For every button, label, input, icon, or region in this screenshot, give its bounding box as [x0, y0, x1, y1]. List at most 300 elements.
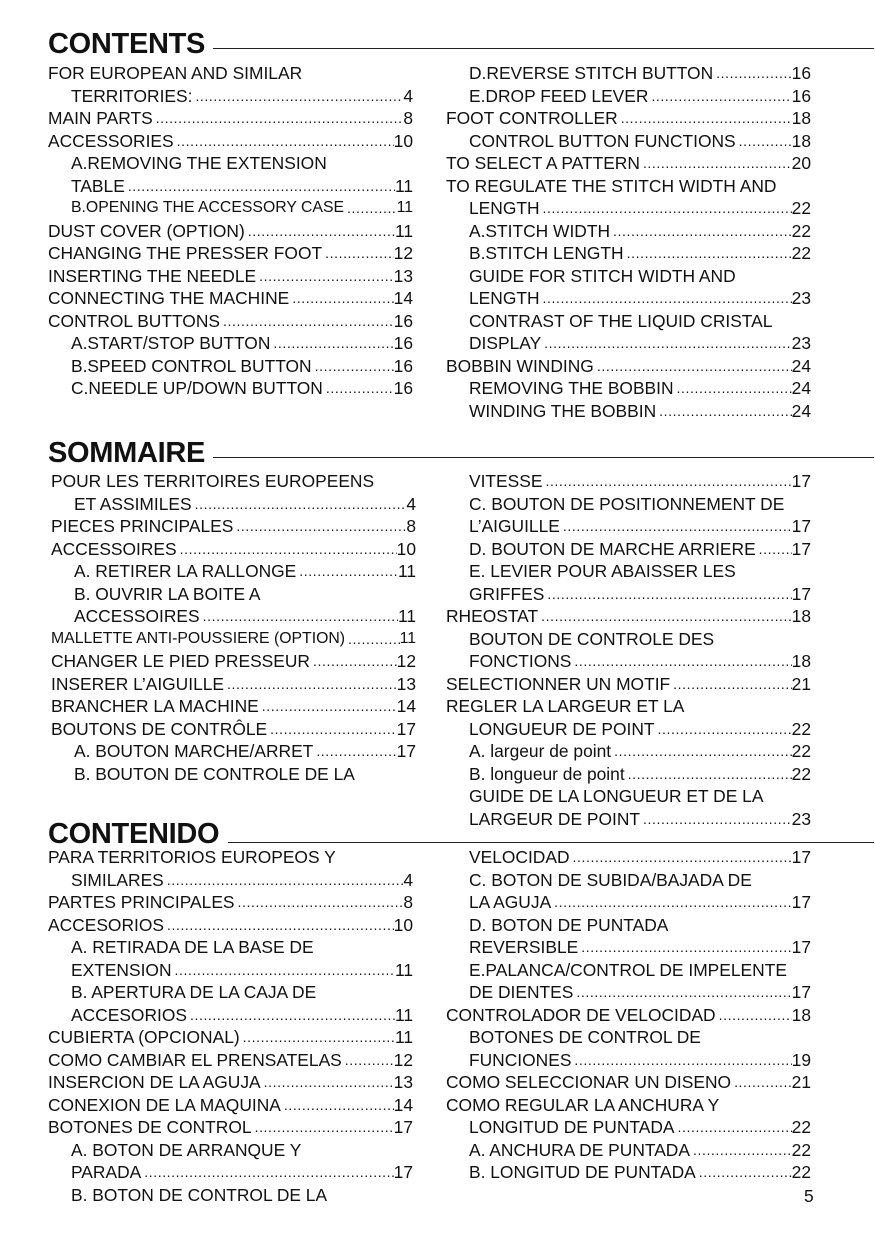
toc-entry [48, 107, 413, 130]
toc-entry-title: REMOVING THE BOBBIN [469, 378, 674, 398]
toc-entry-page: 18 [791, 1004, 811, 1025]
toc-entry-title: CONTROL BUTTON FUNCTIONS [469, 130, 736, 151]
toc-entry-title: A.REMOVING THE EXTENSION [71, 153, 327, 173]
toc-entry [469, 785, 811, 808]
toc-entry-page: 16 [791, 85, 811, 106]
toc-entry-page: 22 [791, 243, 811, 263]
toc-entry [74, 740, 416, 763]
toc-entry-title: A. RETIRADA DE LA BASE DE [71, 937, 314, 957]
toc-entry-title: ACCESSOIRES [74, 606, 200, 626]
toc-entry [469, 936, 811, 959]
toc-entry [48, 1049, 413, 1072]
toc-dot-leader [610, 220, 792, 243]
toc-entry [469, 377, 811, 400]
toc-entry [469, 400, 811, 423]
toc-entry [71, 1161, 413, 1184]
toc-dot-leader [624, 242, 792, 265]
toc-entry [48, 1094, 413, 1117]
toc-entry-title: CONTROLADOR DE VELOCIDAD [446, 1004, 716, 1025]
toc-entry [48, 1071, 413, 1094]
toc-entry-title: A. BOUTON MARCHE/ARRET [74, 741, 314, 761]
toc-entry-page: 11 [394, 1027, 413, 1047]
toc-entry [446, 152, 811, 175]
toc-entry [469, 650, 811, 673]
toc-entry [51, 515, 416, 538]
toc-entry [469, 891, 811, 914]
toc-entry-title: PARADA [71, 1162, 142, 1182]
toc-dot-leader [578, 936, 791, 959]
toc-entry-title: B.SPEED CONTROL BUTTON [71, 355, 312, 376]
toc-entry [469, 85, 811, 108]
toc-dot-leader [252, 1116, 394, 1139]
toc-dot-leader [177, 538, 397, 561]
toc-entry [469, 265, 811, 288]
toc-dot-leader [310, 650, 397, 673]
toc-entry-title: REGLER LA LARGEUR ET LA [446, 696, 685, 716]
toc-entry-title: CUBIERTA (OPCIONAL) [48, 1027, 240, 1047]
toc-entry-title: B. LONGITUD DE PUNTADA [469, 1162, 696, 1182]
toc-entry [469, 959, 811, 982]
toc-dot-leader [570, 846, 792, 869]
toc-entry-title: CHANGING THE PRESSER FOOT [48, 243, 323, 263]
toc-entry-title: ET ASSIMILES [74, 493, 192, 514]
toc-entry-title: B. APERTURA DE LA CAJA DE [71, 982, 317, 1002]
toc-entry [71, 377, 413, 400]
toc-entry [74, 493, 416, 516]
toc-entry-page: 17 [791, 538, 811, 559]
toc-entry-page: 17 [791, 516, 811, 536]
toc-entry-title: INSERCION DE LA AGUJA [48, 1072, 261, 1092]
toc-dot-leader [187, 1004, 395, 1027]
toc-entry [48, 310, 413, 333]
toc-entry-title: BOUTON DE CONTROLE DES [469, 628, 715, 649]
section-heading-sommaire: SOMMAIRE [48, 437, 209, 469]
toc-entry-title: FOOT CONTROLLER [446, 108, 618, 128]
toc-entry [71, 869, 413, 892]
toc-entry-page: 22 [791, 741, 811, 761]
toc-dot-leader [267, 718, 397, 741]
toc-entry-page: 13 [393, 265, 413, 286]
toc-dot-leader [289, 287, 393, 310]
toc-entry-title: C. BOTON DE SUBIDA/BAJADA DE [469, 869, 752, 890]
toc-entry-title: A. ANCHURA DE PUNTADA [469, 1139, 690, 1160]
toc-dot-leader [224, 673, 397, 696]
toc-entry-page: 22 [791, 1162, 811, 1182]
toc-entry [71, 197, 413, 220]
toc-dot-leader [611, 740, 792, 763]
toc-entry-page: 4 [403, 85, 413, 106]
toc-dot-leader [594, 355, 792, 378]
toc-entry-title: FUNCIONES [469, 1049, 572, 1070]
toc-dot-leader [313, 740, 396, 763]
toc-dot-leader [270, 332, 393, 355]
toc-entry [48, 1116, 413, 1139]
toc-dot-leader [675, 1116, 792, 1139]
toc-entry [469, 846, 811, 869]
toc-entry [469, 808, 811, 831]
toc-entry-title: CONNECTING THE MACHINE [48, 288, 290, 308]
toc-entry [469, 718, 811, 741]
toc-dot-leader [164, 914, 394, 937]
toc-entry-page: 21 [791, 1072, 811, 1092]
section-rule-sommaire [213, 457, 874, 458]
toc-entry [71, 981, 413, 1004]
toc-dot-leader [670, 673, 791, 696]
toc-dot-leader [220, 310, 394, 333]
toc-entry [71, 85, 413, 108]
toc-entry-page: 10 [396, 538, 416, 559]
toc-entry [469, 287, 811, 310]
toc-dot-leader [235, 891, 404, 914]
toc-dot-leader [690, 1139, 792, 1162]
toc-entry-title: SIMILARES [71, 869, 164, 890]
toc-entry [469, 1161, 811, 1184]
toc-entry [446, 1094, 811, 1117]
toc-entry [48, 914, 413, 937]
toc-entry-title: ACCESSORIES [48, 130, 174, 151]
toc-entry [74, 605, 416, 628]
toc-entry [469, 763, 811, 786]
toc-entry-page: 16 [393, 355, 413, 376]
toc-dot-leader [192, 85, 403, 108]
toc-entry-title: B. BOTON DE CONTROL DE LA [71, 1184, 328, 1205]
toc-dot-leader [674, 377, 792, 400]
toc-dot-leader [656, 400, 792, 423]
toc-entry-page: 11 [394, 1004, 413, 1025]
toc-entry-title: TERRITORIES: [71, 85, 193, 106]
toc-entry-title: LENGTH [469, 198, 540, 218]
toc-entry-page: 11 [394, 959, 413, 980]
toc-entry [48, 242, 413, 265]
toc-entry-page: 14 [396, 696, 416, 716]
toc-dot-leader [655, 718, 792, 741]
toc-entry-page: 22 [791, 718, 811, 739]
toc-entry [71, 175, 413, 198]
toc-entry [469, 1139, 811, 1162]
toc-entry-page: 16 [791, 63, 811, 83]
toc-dot-leader [640, 808, 792, 831]
toc-entry [469, 515, 811, 538]
toc-entry-title: B.OPENING THE ACCESSORY CASE [71, 199, 345, 216]
toc-entry-page: 17 [791, 892, 811, 912]
toc-dot-leader [174, 130, 394, 153]
toc-entry-page: 12 [393, 1049, 413, 1070]
toc-entry-title: BOUTONS DE CONTRÔLE [51, 718, 268, 739]
toc-entry-title: LONGITUD DE PUNTADA [469, 1117, 675, 1137]
toc-entry [469, 914, 811, 937]
toc-entry-page: 12 [396, 651, 416, 671]
toc-entry-title: CONTRAST OF THE LIQUID CRISTAL [469, 310, 773, 331]
toc-dot-leader [125, 175, 395, 198]
toc-entry-page: 11 [396, 199, 413, 216]
toc-entry-title: E.DROP FEED LEVER [469, 85, 649, 106]
toc-entry-title: A. RETIRER LA RALLONGE [74, 561, 297, 581]
toc-entry [51, 470, 416, 493]
toc-entry-title: COMO REGULAR LA ANCHURA Y [446, 1094, 720, 1115]
toc-entry-title: A. largeur de point [469, 741, 612, 761]
toc-entry [469, 1116, 811, 1139]
toc-entry [469, 538, 811, 561]
toc-entry-title: VITESSE [469, 471, 543, 491]
toc-entry-title: CHANGER LE PIED PRESSEUR [51, 651, 310, 671]
toc-entry-page: 14 [393, 1094, 413, 1115]
toc-dot-leader [281, 1094, 394, 1117]
toc-dot-leader [172, 959, 395, 982]
toc-entry-page: 8 [403, 108, 413, 128]
toc-dot-leader [261, 1071, 394, 1094]
toc-entry-page: 17 [396, 741, 416, 761]
toc-entry [446, 605, 811, 628]
toc-entry-title: DUST COVER (OPTION) [48, 220, 245, 241]
toc-dot-leader [538, 605, 792, 628]
toc-dot-leader [323, 377, 394, 400]
toc-entry-title: DE DIENTES [469, 982, 574, 1002]
toc-entry-page: 19 [791, 1049, 811, 1070]
toc-entry-title: ACCESSOIRES [51, 538, 177, 559]
toc-entry [469, 740, 811, 763]
toc-dot-leader [342, 1049, 394, 1072]
toc-entry [469, 1049, 811, 1072]
toc-entry [71, 1004, 413, 1027]
toc-entry-page: 12 [393, 243, 413, 263]
toc-dot-leader [625, 763, 792, 786]
toc-entry-page: 17 [791, 937, 811, 957]
toc-entry-title: BOTONES DE CONTROL DE [469, 1027, 701, 1047]
toc-entry [48, 287, 413, 310]
toc-entry [71, 1139, 413, 1162]
toc-entry [74, 583, 416, 606]
toc-dot-leader [192, 493, 407, 516]
toc-dot-leader [233, 515, 406, 538]
toc-entry [446, 1071, 811, 1094]
toc-entry-page: 24 [791, 355, 811, 376]
toc-entry-page: 18 [791, 606, 811, 626]
toc-entry-title: SELECTIONNER UN MOTIF [446, 673, 671, 694]
toc-entry-page: 22 [791, 220, 811, 241]
toc-dot-leader [716, 1004, 792, 1027]
toc-dot-leader [153, 107, 404, 130]
toc-entry-page: 22 [791, 198, 811, 218]
toc-entry-page: 11 [397, 561, 416, 581]
toc-dot-leader [322, 242, 394, 265]
toc-dot-leader [164, 869, 404, 892]
toc-dot-leader [240, 1026, 395, 1049]
toc-dot-leader [573, 981, 791, 1004]
toc-entry-page: 17 [393, 1117, 413, 1137]
toc-entry-title: C. BOUTON DE POSITIONNEMENT DE [469, 493, 785, 514]
toc-entry [48, 62, 413, 85]
toc-entry [71, 936, 413, 959]
toc-entry-title: E. LEVIER POUR ABAISSER LES [469, 561, 736, 581]
section-heading-contenido: CONTENIDO [48, 818, 223, 850]
toc-entry-page: 17 [791, 982, 811, 1002]
toc-entry-title: GUIDE DE LA LONGUEUR ET DE LA [469, 786, 764, 806]
toc-entry-title: POUR LES TERRITOIRES EUROPEENS [51, 471, 375, 491]
toc-entry [469, 220, 811, 243]
toc-entry-title: A. BOTON DE ARRANQUE Y [71, 1139, 302, 1160]
toc-entry-page: 23 [791, 288, 811, 308]
toc-entry-title: INSERER L’AIGUILLE [51, 673, 225, 694]
toc-entry-title: CONTROL BUTTONS [48, 310, 220, 331]
toc-entry-title: L’AIGUILLE [469, 516, 560, 536]
toc-entry-title: PARA TERRITORIOS EUROPEOS Y [48, 847, 336, 867]
toc-dot-leader [713, 62, 792, 85]
toc-entry-page: 11 [399, 629, 416, 647]
toc-entry-page: 23 [791, 808, 811, 829]
toc-entry-title: LA AGUJA [469, 892, 552, 912]
toc-entry [446, 355, 811, 378]
toc-entry-title: REVERSIBLE [469, 937, 579, 957]
toc-entry [71, 959, 413, 982]
section-heading-contents: CONTENTS [48, 28, 209, 60]
toc-entry-title: CONEXION DE LA MAQUINA [48, 1094, 281, 1115]
toc-entry-title: ACCESORIOS [71, 1004, 187, 1025]
toc-entry-title: D. BOUTON DE MARCHE ARRIERE [469, 538, 756, 559]
toc-entry-page: 10 [393, 130, 413, 151]
toc-entry-page: 13 [393, 1072, 413, 1092]
toc-entry [469, 560, 811, 583]
toc-dot-leader [696, 1161, 792, 1184]
toc-entry-title: B.STITCH LENGTH [469, 243, 624, 263]
toc-entry [469, 62, 811, 85]
toc-entry [51, 538, 416, 561]
toc-dot-leader [259, 695, 397, 718]
toc-entry-page: 16 [393, 378, 413, 398]
toc-entry [48, 265, 413, 288]
toc-entry-title: FONCTIONS [469, 651, 572, 671]
toc-dot-leader [345, 628, 400, 651]
toc-entry [48, 846, 413, 869]
toc-entry-title: VELOCIDAD [469, 847, 570, 867]
toc-entry-title: BOBBIN WINDING [446, 355, 594, 376]
toc-dot-leader [540, 287, 792, 310]
toc-entry [48, 130, 413, 153]
toc-entry-page: 10 [393, 914, 413, 935]
section-rule-contents [213, 48, 874, 49]
toc-dot-leader [736, 130, 792, 153]
toc-entry-page: 17 [791, 583, 811, 604]
toc-entry [51, 695, 416, 718]
toc-entry-title: PARTES PRINCIPALES [48, 892, 235, 912]
toc-dot-leader [200, 605, 398, 628]
toc-entry [71, 332, 413, 355]
toc-dot-leader [560, 515, 792, 538]
toc-dot-leader [245, 220, 395, 243]
toc-entry [469, 869, 811, 892]
toc-entry [469, 470, 811, 493]
toc-entry [446, 695, 811, 718]
toc-entry-title: B. OUVRIR LA BOITE A [74, 583, 261, 604]
toc-entry-title: GRIFFES [469, 583, 545, 604]
toc-dot-leader [541, 332, 791, 355]
toc-entry [446, 107, 811, 130]
toc-entry-title: LENGTH [469, 288, 540, 308]
toc-entry-page: 11 [394, 220, 413, 241]
toc-entry [446, 1004, 811, 1027]
toc-entry-title: D.REVERSE STITCH BUTTON [469, 63, 714, 83]
toc-entry-title: B. longueur de point [469, 763, 625, 784]
toc-entry [48, 891, 413, 914]
toc-dot-leader [296, 560, 398, 583]
toc-dot-leader [618, 107, 792, 130]
toc-entry [51, 628, 416, 651]
toc-entry-page: 17 [393, 1162, 413, 1182]
toc-entry-page: 22 [791, 763, 811, 784]
toc-entry-page: 23 [791, 333, 811, 353]
toc-entry-page: 4 [403, 869, 413, 890]
toc-dot-leader [551, 891, 791, 914]
toc-entry-page: 17 [791, 471, 811, 491]
toc-dot-leader [544, 583, 791, 606]
toc-entry [48, 1026, 413, 1049]
toc-entry [469, 583, 811, 606]
toc-entry [469, 1026, 811, 1049]
toc-dot-leader [256, 265, 394, 288]
toc-entry-title: LONGUEUR DE POINT [469, 718, 655, 739]
toc-entry [51, 718, 416, 741]
toc-entry-title: EXTENSION [71, 959, 172, 980]
toc-entry-title: A.STITCH WIDTH [469, 220, 611, 241]
toc-entry-page: 8 [406, 516, 416, 536]
toc-entry-title: LARGEUR DE POINT [469, 808, 641, 829]
toc-entry [469, 130, 811, 153]
toc-dot-leader [540, 197, 792, 220]
toc-entry-page: 16 [393, 333, 413, 353]
toc-entry [469, 310, 811, 333]
toc-entry-title: INSERTING THE NEEDLE [48, 265, 257, 286]
toc-entry [446, 673, 811, 696]
toc-entry-title: FOR EUROPEAN AND SIMILAR [48, 63, 303, 83]
toc-entry [74, 560, 416, 583]
toc-entry-page: 17 [791, 847, 811, 867]
page-number: 5 [804, 1186, 814, 1206]
toc-dot-leader [542, 470, 791, 493]
toc-entry-title: D. BOTON DE PUNTADA [469, 914, 669, 935]
toc-dot-leader [571, 1049, 791, 1072]
toc-entry [469, 493, 811, 516]
toc-entry-page: 14 [393, 288, 413, 308]
toc-entry-page: 16 [393, 310, 413, 331]
toc-entry [48, 220, 413, 243]
toc-entry-page: 20 [791, 153, 811, 173]
toc-entry-page: 11 [394, 175, 413, 196]
toc-entry [469, 197, 811, 220]
toc-entry-page: 21 [791, 673, 811, 694]
toc-entry-title: MALLETTE ANTI-POUSSIERE (OPTION) [51, 629, 346, 647]
toc-dot-leader [571, 650, 791, 673]
toc-entry [469, 628, 811, 651]
toc-dot-leader [312, 355, 394, 378]
toc-entry-title: TO REGULATE THE STITCH WIDTH AND [446, 175, 777, 196]
toc-entry-title: PIECES PRINCIPALES [51, 516, 234, 536]
toc-dot-leader [648, 85, 791, 108]
toc-entry-title: E.PALANCA/CONTROL DE IMPELENTE [469, 959, 787, 980]
toc-entry-page: 18 [791, 651, 811, 671]
toc-entry-title: MAIN PARTS [48, 108, 153, 128]
toc-dot-leader [731, 1071, 792, 1094]
toc-entry [71, 152, 413, 175]
toc-entry-title: ACCESORIOS [48, 914, 164, 935]
toc-entry-title: DISPLAY [469, 333, 542, 353]
toc-entry-title: RHEOSTAT [446, 606, 539, 626]
toc-entry-page: 11 [397, 606, 416, 626]
toc-entry [446, 175, 811, 198]
toc-entry-page: 8 [403, 892, 413, 912]
toc-entry-title: BRANCHER LA MACHINE [51, 696, 259, 716]
toc-entry-page: 22 [791, 1139, 811, 1160]
toc-dot-leader [344, 197, 397, 220]
toc-dot-leader [756, 538, 792, 561]
